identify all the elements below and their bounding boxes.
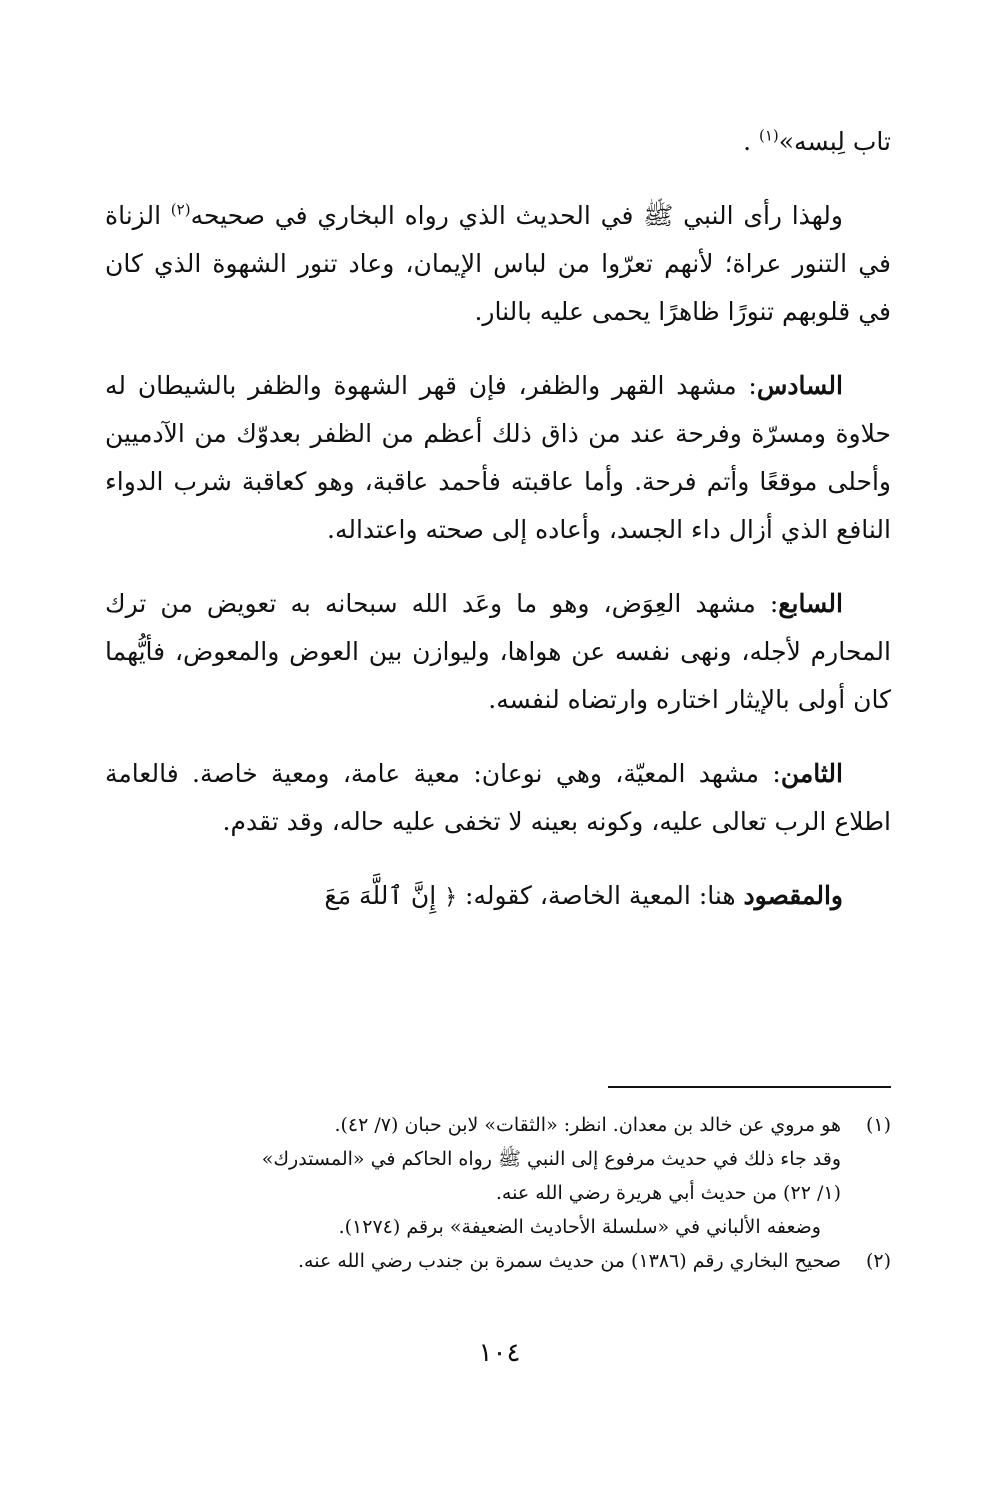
paragraph-text: : مشهد العِوَض، وهو ما وعَد الله سبحانه به تعويض من ترك المحارم لأجله، ونهى نفسه عن هواها، وليوازن بين العوض والمعوض، فأيُّهما كان أولى بالإيثار اختاره وارتضاه لنفسه. xyxy=(105,589,891,714)
footnote-number: (٢) xyxy=(865,1250,891,1272)
paragraph-text: هنا: المعية الخاصة، كقوله: xyxy=(457,881,744,910)
paragraph-bukhari xyxy=(105,192,891,336)
footnote-line: هو مروي عن خالد بن معدان. انظر: «الثقات» لابن حبان (٧/ ٤٢). xyxy=(334,1114,841,1136)
footnote-line: (١/ ٢٢) من حديث أبي هريرة رضي الله عنه. xyxy=(495,1182,841,1204)
footnotes xyxy=(105,1108,891,1278)
footnote-line: وقد جاء ذلك في حديث مرفوع إلى النبي ﷺ رواه الحاكم في «المستدرك» xyxy=(261,1148,841,1170)
paragraph-text: : مشهد المعيّة، وهي نوعان: معية عامة، ومعية خاصة. فالعامة اطلاع الرب تعالى عليه، وكونه بعينه لا تخفى عليه حاله، وقد تقدم. xyxy=(105,759,891,836)
section-heading-seventh: السابع xyxy=(778,589,843,618)
footnote-line: صحيح البخاري رقم (١٣٨٦) من حديث سمرة بن جندب رضي الله عنه. xyxy=(297,1250,841,1272)
footnote-ref-1: (١) xyxy=(758,126,779,145)
paragraph-tail: . xyxy=(743,127,759,156)
section-heading-eighth: الثامن xyxy=(780,759,843,788)
footnote-2 xyxy=(105,1244,891,1278)
footnote-number: (١) xyxy=(865,1114,891,1136)
section-heading-intended: والمقصود xyxy=(743,881,843,910)
quran-bracket: ﴿ xyxy=(444,885,458,910)
quran-quote: إِنَّ ٱللَّهَ مَعَ xyxy=(324,881,437,910)
footnote-ref-2: (٢) xyxy=(170,200,191,219)
paragraph-seventh xyxy=(105,580,891,724)
paragraph-continuation xyxy=(105,118,891,166)
page-number: ١٠٤ xyxy=(478,1338,521,1368)
footnote-line: وضعفه الألباني في «سلسلة الأحاديث الضعيفة» برقم (١٢٧٤). xyxy=(338,1216,821,1238)
paragraph-tail: الزناة في التنور عراة؛ لأنهم تعرّوا من لباس الإيمان، وعاد تنور الشهوة الذي كان في قلوبهم تنورًا ظاهرًا يحمى عليه بالنار. xyxy=(105,201,891,326)
paragraph-text: ولهذا رأى النبي ﷺ في الحديث الذي رواه البخاري في صحيحه xyxy=(190,201,844,230)
footnote-1 xyxy=(105,1108,891,1244)
paragraph-sixth xyxy=(105,362,891,554)
main-text xyxy=(105,118,891,922)
paragraph-text: تاب لِبسه» xyxy=(778,127,891,156)
paragraph-eighth xyxy=(105,750,891,846)
paragraph-intended xyxy=(105,872,891,922)
section-heading-sixth: السادس xyxy=(756,371,843,400)
paragraph-text: : مشهد القهر والظفر، فإن قهر الشهوة والظفر بالشيطان له حلاوة ومسرّة وفرحة عند من ذاق ذلك أعظم من الظفر بعدوّك من الآدميين وأحلى موقعًا وأتم فرحة. وأما عاقبته فأحمد عاقبة، وهو كعاقبة شرب الدواء النافع الذي أزال داء الجسد، وأعاده إلى صحته واعتداله. xyxy=(105,371,891,544)
footnote-divider xyxy=(608,1086,891,1088)
